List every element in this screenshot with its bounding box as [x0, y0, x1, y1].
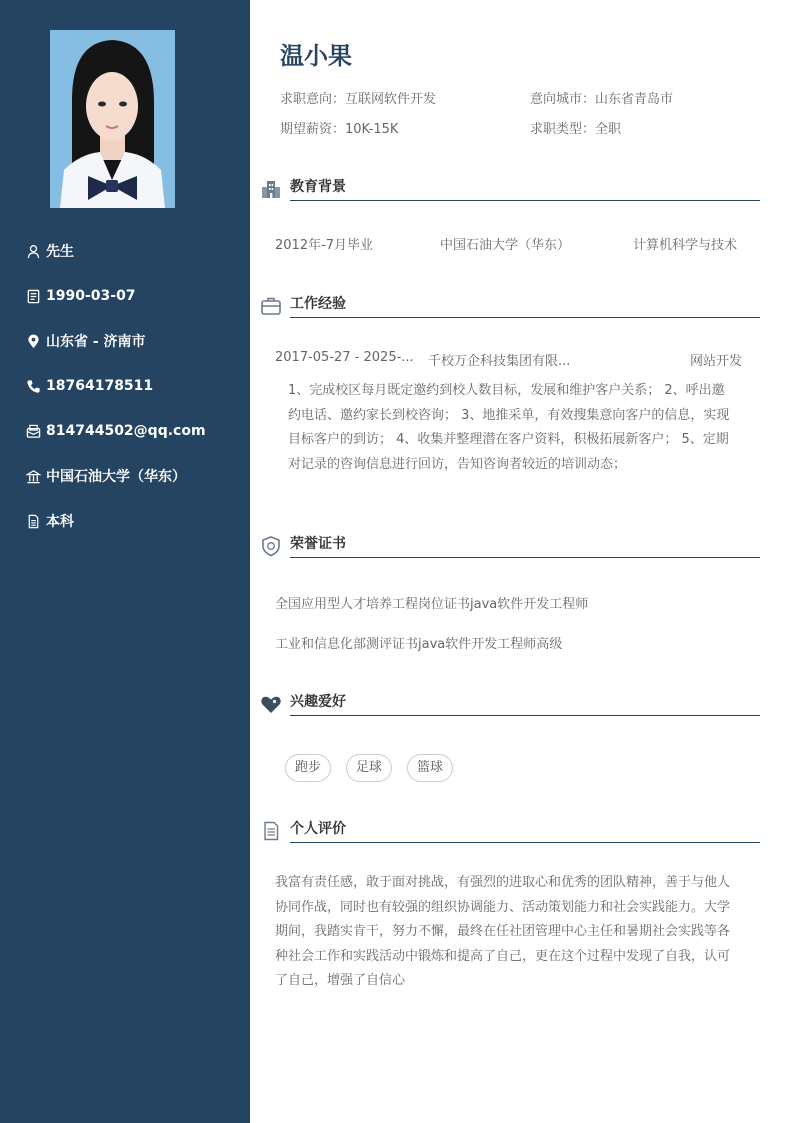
mail-icon	[25, 423, 41, 439]
user-icon	[25, 243, 41, 259]
school-building-icon	[260, 178, 282, 200]
certificate-shield-icon	[260, 535, 282, 557]
gender-item	[25, 241, 74, 261]
notes-icon	[260, 820, 282, 842]
job-intent: 求职意向：互联网软件开发	[280, 92, 437, 107]
honors-section-header	[260, 531, 760, 561]
job-type: 求职类型：全职	[530, 122, 622, 137]
degree-item	[25, 511, 74, 531]
heart-tag-icon	[260, 693, 282, 715]
location-item	[25, 331, 146, 351]
hobby-tag: 足球	[346, 754, 392, 782]
hobbies-title: 兴趣爱好	[290, 694, 346, 710]
hobby-tag: 跑步	[285, 754, 331, 782]
education-title: 教育背景	[290, 179, 346, 195]
sidebar	[0, 0, 250, 1123]
degree-text: 本科	[46, 514, 74, 530]
education-section-header	[260, 174, 760, 204]
email-text: 814744502@qq.com	[46, 423, 206, 439]
email-item	[25, 421, 206, 441]
education-divider	[290, 200, 760, 201]
honor-item: 工业和信息化部测评证书java软件开发工程师高级	[275, 637, 563, 652]
hobby-tag: 篮球	[407, 754, 453, 782]
school-item	[25, 466, 186, 486]
school-building-icon	[25, 468, 41, 484]
phone-text: 18764178511	[46, 378, 154, 394]
self-eval-section-header	[260, 816, 760, 846]
work-role: 网站开发	[690, 354, 743, 369]
briefcase-icon	[260, 295, 282, 317]
school-text: 中国石油大学（华东）	[46, 469, 186, 485]
city-intent: 意向城市：山东省青岛市	[530, 92, 674, 107]
work-company: 千校万企科技集团有限...	[428, 354, 571, 369]
self-eval-text: 我富有责任感，敢于面对挑战，有强烈的进取心和优秀的团队精神，善于与他人协同作战，同时也有较强的组织协调能力、活动策划能力和社会实践能力。大学期间，我踏实肯干，努力不懈，最终在任社团管理中心主任和暑期社会实践等各种社会工作和实践活动中锻炼和提高了自己，更在这个过程中发现了自我，认可了自己，增强了自信心	[275, 875, 731, 988]
honors-divider	[290, 557, 760, 558]
location-text: 山东省 - 济南市	[46, 334, 146, 350]
work-description: 1、完成校区每月既定邀约到校人数目标，发展和维护客户关系； 2、呼出邀约电话、邀约家长到校咨询； 3、地推采单，有效搜集意向客户的信息，实现目标客户的到访； 4、收集并整理潜在客户资料，积极拓展新客户； 5、定期对记录的咨询信息进行回访，告知咨询者较近的培训动态；	[288, 383, 730, 472]
profile-photo	[50, 30, 175, 208]
work-title: 工作经验	[290, 296, 346, 312]
honor-item: 全国应用型人才培养工程岗位证书java软件开发工程师	[275, 597, 589, 612]
honors-title: 荣誉证书	[290, 536, 346, 552]
hobbies-divider	[290, 715, 760, 716]
self-eval-divider	[290, 842, 760, 843]
gender-text: 先生	[46, 244, 74, 260]
phone-item	[25, 376, 153, 396]
work-divider	[290, 317, 760, 318]
document-icon	[25, 513, 41, 529]
birthday-item	[25, 286, 136, 306]
work-section-header	[260, 291, 760, 321]
self-eval-title: 个人评价	[290, 821, 346, 837]
location-pin-icon	[25, 333, 41, 349]
hobbies-section-header	[260, 689, 760, 719]
work-date: 2017-05-27 - 2025-...	[275, 350, 414, 365]
expected-salary: 期望薪资：10K-15K	[280, 122, 399, 137]
calendar-icon	[25, 288, 41, 304]
phone-icon	[25, 378, 41, 394]
candidate-name: 温小果	[280, 42, 352, 70]
education-date: 2012年-7月毕业	[275, 238, 374, 253]
birthday-text: 1990-03-07	[46, 288, 136, 304]
main-content	[250, 0, 796, 1123]
education-major: 计算机科学与技术	[633, 238, 738, 253]
education-school: 中国石油大学（华东）	[440, 238, 571, 253]
